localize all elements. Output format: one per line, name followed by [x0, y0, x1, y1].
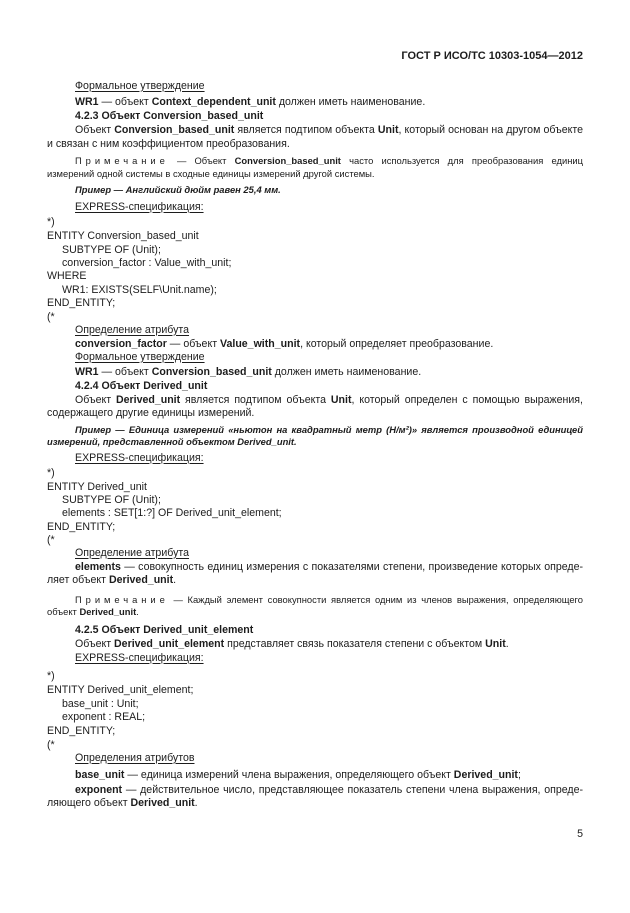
express-code-line: conversion_factor : Value_with_unit;	[62, 256, 232, 269]
note-line	[75, 594, 583, 606]
rule-text: должен иметь наименование.	[275, 95, 426, 108]
text: часто используется для преобразования единиц	[340, 155, 583, 166]
note-line: измерений одной системы в сходные единицы измерений другой системы.	[47, 168, 375, 179]
express-code-line: WR1: EXISTS(SELF\Unit.name);	[62, 283, 217, 296]
express-code-line: *)	[47, 215, 55, 228]
attribute-definition-line	[75, 784, 583, 797]
section-heading: 4.2.5 Объект Derived_unit_element	[75, 623, 254, 636]
description-line: содержащего другие единицы измерений.	[47, 406, 255, 419]
entity-name: Derived_unit	[115, 393, 181, 406]
text: объект	[47, 606, 80, 617]
express-code-line: ENTITY Derived_unit	[47, 480, 147, 493]
attribute-definition-heading: Определение атрибута	[75, 546, 190, 559]
entity-name: Conversion_based_unit	[234, 155, 341, 166]
where-rule-wr1	[75, 366, 421, 379]
express-code-line: (*	[47, 738, 55, 751]
express-code-line: ENTITY Derived_unit_element;	[47, 683, 194, 696]
attribute-name: conversion_factor	[75, 337, 167, 350]
entity-name: Conversion_based_unit	[151, 365, 272, 378]
text: представляет связь показателя степени с объектом	[224, 637, 486, 650]
formal-statement-heading: Формальное утверждение	[75, 79, 205, 92]
attribute-definition-line	[75, 561, 583, 574]
rule-text: должен иметь наименование.	[271, 365, 422, 378]
express-code-line: WHERE	[47, 269, 87, 282]
attribute-definitions-heading: Определения атрибутов	[75, 751, 195, 764]
text: — Объект	[168, 155, 235, 166]
example-line: измерений, представленной объектом Derived_unit.	[47, 436, 297, 447]
express-code-line: END_ENTITY;	[47, 520, 116, 533]
entity-name: Derived_unit	[108, 573, 174, 586]
express-code-line: base_unit : Unit;	[62, 697, 139, 710]
text: — единица измерений члена выражения, определяющего объект	[124, 768, 454, 781]
express-code-line: END_ENTITY;	[47, 296, 116, 309]
entity-name: Unit	[330, 393, 352, 406]
text: — совокупность единиц измерения с показателями степени, произведение которых опреде-	[120, 560, 583, 573]
attribute-name: elements	[75, 560, 121, 573]
text: , который определяет преобразование.	[300, 337, 494, 350]
section-heading: 4.2.3 Объект Conversion_based_unit	[75, 109, 264, 122]
formal-statement-heading: Формальное утверждение	[75, 350, 205, 363]
text: , который основан на другом объекте	[398, 123, 583, 136]
text: ляет объект	[47, 573, 109, 586]
entity-name: Unit	[485, 637, 506, 650]
text: является подтипом объекта	[234, 123, 378, 136]
entity-name: Context_dependent_unit	[151, 95, 276, 108]
entity-name: Derived_unit	[79, 606, 137, 617]
text: Пример — Единица измерений «ньютон на квадратный метр (Н/м²)» является производной единицей	[75, 424, 583, 435]
express-code-line: *)	[47, 669, 55, 682]
attribute-definition-line	[75, 338, 493, 351]
rule-text: — объект	[98, 95, 152, 108]
express-code-line: *)	[47, 466, 55, 479]
text: , который определен с помощью выражения,	[351, 393, 583, 406]
entity-name: Derived_unit_element	[114, 637, 225, 650]
text: Объект	[75, 393, 116, 406]
express-code-line: elements : SET[1:?] OF Derived_unit_element;	[62, 506, 282, 519]
rule-label: WR1	[75, 365, 99, 378]
example-line: Пример — Английский дюйм равен 25,4 мм.	[75, 184, 281, 195]
express-code-line: exponent : REAL;	[62, 710, 146, 723]
entity-name: Derived_unit	[130, 796, 195, 809]
attribute-name: exponent	[75, 783, 123, 796]
entity-name: Value_with_unit	[220, 337, 301, 350]
text: — действительное число, представляющее показатель степени члена выражения, опреде-	[122, 783, 583, 796]
text: .	[505, 637, 509, 650]
attribute-definition-line	[47, 797, 198, 810]
text: является подтипом объекта	[180, 393, 331, 406]
note-label: Примечание	[75, 155, 169, 166]
description-line	[75, 124, 583, 137]
note-line	[75, 155, 583, 167]
attribute-definition-line	[75, 769, 521, 782]
text: ;	[517, 768, 521, 781]
example-line	[75, 424, 583, 436]
document-id: ГОСТ Р ИСО/ТС 10303-1054—2012	[401, 50, 583, 62]
express-spec-heading: EXPRESS-спецификация:	[75, 200, 204, 213]
express-code-line: SUBTYPE OF (Unit);	[62, 243, 161, 256]
express-code-line: SUBTYPE OF (Unit);	[62, 493, 161, 506]
express-spec-heading: EXPRESS-спецификация:	[75, 651, 204, 664]
note-label: Примечание	[75, 594, 169, 605]
text: — объект	[166, 337, 220, 350]
text: — Каждый элемент совокупности является одним из членов выражения, определяющего	[168, 594, 583, 605]
page-number: 5	[577, 827, 583, 840]
description-line	[75, 394, 583, 407]
text: ляющего объект	[47, 796, 131, 809]
entity-name: Conversion_based_unit	[114, 123, 235, 136]
attribute-name: base_unit	[75, 768, 125, 781]
express-code-line: (*	[47, 533, 55, 546]
text: Объект	[75, 637, 115, 650]
rule-text: — объект	[98, 365, 152, 378]
express-spec-heading: EXPRESS-спецификация:	[75, 451, 204, 464]
attribute-definition-heading: Определение атрибута	[75, 323, 190, 336]
text: .	[173, 573, 177, 586]
text: .	[136, 606, 139, 617]
description-line: и связан с ним коэффициентом преобразования.	[47, 137, 290, 150]
attribute-definition-line	[47, 574, 176, 587]
entity-name: Derived_unit	[453, 768, 518, 781]
description-line	[75, 638, 509, 651]
text: Объект	[75, 123, 115, 136]
entity-name: Unit	[377, 123, 399, 136]
express-code-line: ENTITY Conversion_based_unit	[47, 229, 199, 242]
section-heading: 4.2.4 Объект Derived_unit	[75, 379, 208, 392]
express-code-line: (*	[47, 310, 55, 323]
where-rule-wr1	[75, 96, 425, 109]
text: .	[194, 796, 198, 809]
express-code-line: END_ENTITY;	[47, 724, 116, 737]
rule-label: WR1	[75, 95, 99, 108]
note-line	[47, 606, 139, 618]
